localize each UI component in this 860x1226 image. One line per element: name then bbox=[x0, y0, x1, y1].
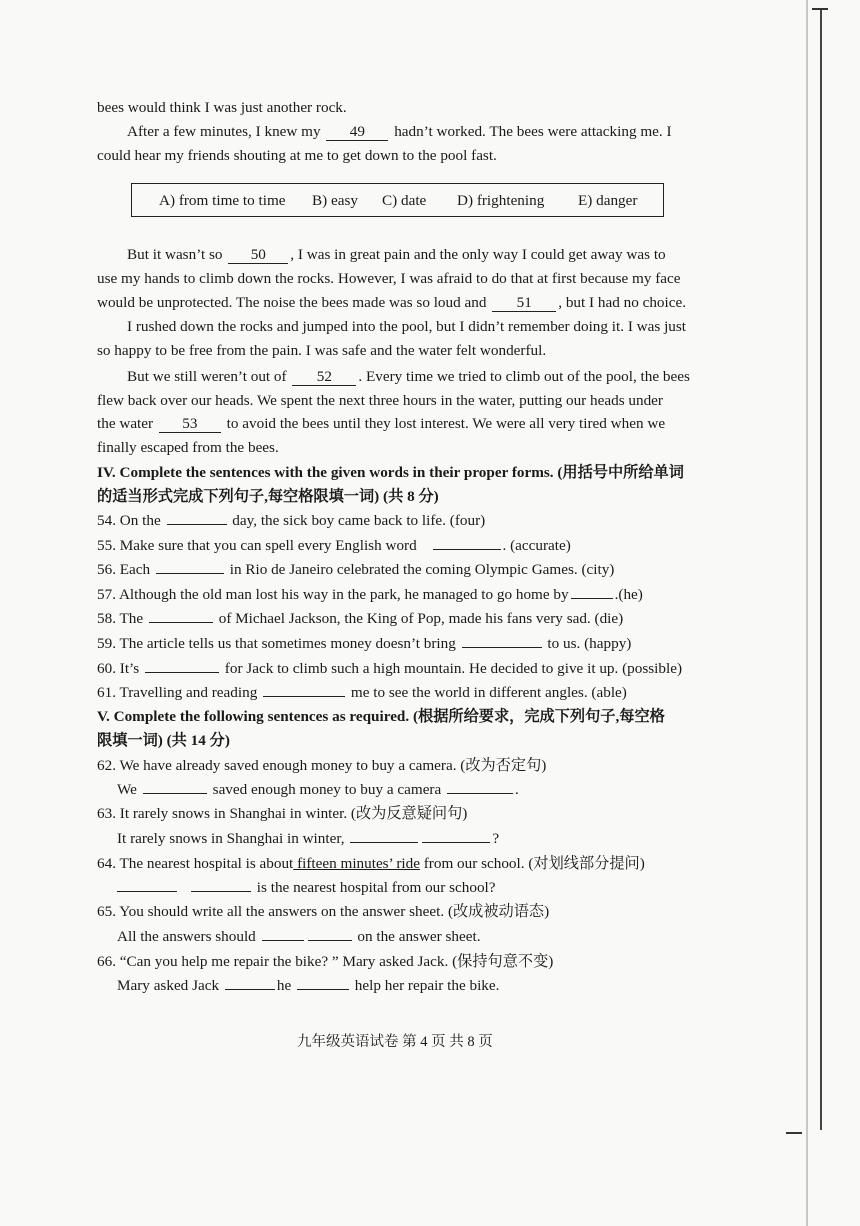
section4-heading-2: 的适当形式完成下列句子,每空格限填一词) (共 8 分) bbox=[97, 488, 439, 505]
answer-blank-64a[interactable] bbox=[117, 891, 177, 892]
answer-blank-62a[interactable] bbox=[143, 793, 207, 794]
question-55: 55. Make sure that you can spell every English word . (accurate) bbox=[97, 537, 571, 554]
question-62-rewrite: We saved enough money to buy a camera . bbox=[117, 781, 519, 798]
scan-edge-line-dark bbox=[820, 10, 822, 1130]
option-c: C) date bbox=[382, 192, 427, 209]
answer-blank-59[interactable] bbox=[462, 647, 542, 648]
question-65-rewrite: All the answers should on the answer sheet. bbox=[117, 928, 481, 945]
passage2-line-5: so happy to be free from the pain. I was safe and the water felt wonderful. bbox=[97, 342, 547, 359]
passage-line-1: bees would think I was just another rock. bbox=[97, 99, 347, 116]
blank-51[interactable]: 51 bbox=[492, 295, 556, 312]
section4-heading: IV. Complete the sentences with the given words in their proper forms. (用括号中所给单词 bbox=[97, 464, 684, 481]
scan-edge-tick-top bbox=[812, 8, 828, 10]
scan-edge-line bbox=[806, 0, 808, 1226]
blank-49[interactable]: 49 bbox=[326, 124, 388, 141]
passage2-line-8: the water 53 to avoid the bees until they lost interest. We were all very tired when we bbox=[97, 415, 666, 432]
question-64-rewrite: is the nearest hospital from our school? bbox=[115, 878, 496, 898]
blank-53[interactable]: 53 bbox=[159, 416, 221, 433]
question-66: 66. “Can you help me repair the bike? ” Mary asked Jack. (保持句意不变) bbox=[97, 953, 554, 970]
passage2-line-2: use my hands to climb down the rocks. However, I was afraid to do that at first because my face bbox=[97, 270, 681, 287]
underlined-phrase: fifteen minutes’ ride bbox=[293, 855, 420, 872]
question-65: 65. You should write all the answers on the answer sheet. (改成被动语态) bbox=[97, 903, 550, 920]
passage-line-2: After a few minutes, I knew my 49 hadn’t worked. The bees were attacking me. I bbox=[127, 123, 672, 140]
page-footer: 九年级英语试卷 第 4 页 共 8 页 bbox=[297, 1034, 493, 1050]
answer-blank-58[interactable] bbox=[149, 622, 213, 623]
word-options-box bbox=[131, 183, 664, 217]
answer-blank-63b[interactable] bbox=[422, 842, 490, 843]
answer-blank-54[interactable] bbox=[167, 524, 227, 525]
answer-blank-55[interactable] bbox=[433, 549, 501, 550]
question-56: 56. Each in Rio de Janeiro celebrated the coming Olympic Games. (city) bbox=[97, 561, 615, 578]
option-a: A) from time to time bbox=[159, 192, 286, 209]
question-64: 64. The nearest hospital is about fifteen minutes’ ride from our school. (对划线部分提问) bbox=[97, 855, 645, 872]
passage-line-3: could hear my friends shouting at me to get down to the pool fast. bbox=[97, 147, 497, 164]
passage2-line-9: finally escaped from the bees. bbox=[97, 439, 279, 456]
section5-heading-2: 限填一词) (共 14 分) bbox=[97, 732, 230, 749]
question-60: 60. It’s for Jack to climb such a high mountain. He decided to give it up. (possible) bbox=[97, 660, 683, 677]
answer-blank-66b[interactable] bbox=[297, 989, 349, 990]
scan-edge-tick-bottom bbox=[786, 1132, 802, 1134]
question-62: 62. We have already saved enough money to buy a camera. (改为否定句) bbox=[97, 757, 547, 774]
question-57: 57. Although the old man lost his way in the park, he managed to go home by .(he) bbox=[97, 586, 643, 603]
question-63: 63. It rarely snows in Shanghai in winter. (改为反意疑问句) bbox=[97, 805, 468, 822]
passage2-line-7: flew back over our heads. We spent the next three hours in the water, putting our heads under bbox=[97, 392, 663, 409]
answer-blank-56[interactable] bbox=[156, 573, 224, 574]
answer-blank-63a[interactable] bbox=[350, 842, 418, 843]
blank-50[interactable]: 50 bbox=[228, 247, 288, 264]
answer-blank-60[interactable] bbox=[145, 672, 219, 673]
passage2-line-4: I rushed down the rocks and jumped into the pool, but I didn’t remember doing it. I was just bbox=[127, 318, 687, 335]
answer-blank-65b[interactable] bbox=[308, 940, 352, 941]
section5-heading: V. Complete the following sentences as required. (根据所给要求，完成下列句子,每空格 bbox=[97, 708, 665, 725]
question-66-rewrite: Mary asked Jack he help her repair the bike. bbox=[117, 977, 500, 994]
option-b: B) easy bbox=[312, 192, 358, 209]
answer-blank-57[interactable] bbox=[571, 598, 613, 599]
passage2-line-3: would be unprotected. The noise the bees made was so loud and 51 , but I had no choice. bbox=[97, 294, 687, 311]
passage2-line-1: But it wasn’t so 50 , I was in great pain and the only way I could get away was to bbox=[127, 246, 666, 263]
passage2-line-6: But we still weren’t out of 52 . Every time we tried to climb out of the pool, the bees bbox=[127, 368, 690, 385]
option-d: D) frightening bbox=[457, 192, 545, 209]
answer-blank-65a[interactable] bbox=[262, 940, 304, 941]
answer-blank-62b[interactable] bbox=[447, 793, 513, 794]
blank-52[interactable]: 52 bbox=[292, 369, 356, 386]
answer-blank-64b[interactable] bbox=[191, 891, 251, 892]
question-54: 54. On the day, the sick boy came back to life. (four) bbox=[97, 512, 486, 529]
option-e: E) danger bbox=[578, 192, 638, 209]
question-58: 58. The of Michael Jackson, the King of Pop, made his fans very sad. (die) bbox=[97, 610, 624, 627]
question-59: 59. The article tells us that sometimes money doesn’t bring to us. (happy) bbox=[97, 635, 632, 652]
answer-blank-61[interactable] bbox=[263, 696, 345, 697]
question-63-rewrite: It rarely snows in Shanghai in winter, ? bbox=[117, 830, 500, 847]
answer-blank-66a[interactable] bbox=[225, 989, 275, 990]
question-61: 61. Travelling and reading me to see the world in different angles. (able) bbox=[97, 684, 627, 701]
